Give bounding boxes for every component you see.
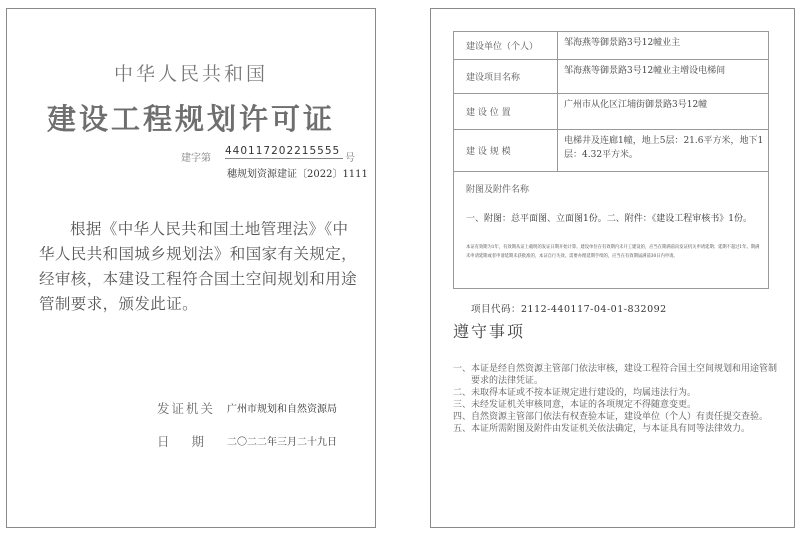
project-info-table [453,31,769,289]
attachments-note: 本证有效期为1年，有效期从证上载明的发证日期开始计算。建设单位在有效期内未开工建设的，应当在期满前向发证机关申请延期；延期不超过1年。期满未申请延期或者申请延期未获批准的，本证自行失效。需要办理延期手续的，应当在有效期届满前30日内申请。 [466,245,760,259]
table-row [454,60,768,94]
project-code: 项目代码：2112-440117-04-01-832092 [471,304,667,315]
row-value: 邹海燕等御景路3号12幢业主 [564,38,681,48]
issuer-value: 广州市规划和自然资源局 [227,404,337,415]
list-item: 四、自然资源主管部门依法有权查验本证，建设单位（个人）有责任提交查验。 [453,412,769,422]
table-row [454,32,768,60]
attachments-label: 附图及附件名称 [466,185,530,195]
certificate-title: 建设工程规划许可证 [46,102,335,136]
date-value: 二〇二二年三月二十九日 [227,437,337,448]
list-item: 二、未取得本证或不按本证规定进行建设的，均属违法行为。 [453,388,697,398]
attachments-content: 一、附图：总平面图、立面图1份。二、附件：《建设工程审核书》1份。 [466,214,752,224]
row-label: 建 设 规 模 [454,130,558,171]
row-label: 建 设 位 置 [454,94,558,129]
certificate-front-page [6,8,376,528]
cert-number-suffix: 号 [345,153,355,164]
certificate-body-text: 根据《中华人民共和国土地管理法》《中华人民共和国城乡规划法》和国家有关规定，经审核，本建设工程符合国土空间规划和用途管制要求，颁发此证。 [39,220,358,313]
notice-heading: 遵守事项 [453,322,526,341]
row-label: 建设单位（个人） [454,32,558,59]
row-value: 邹海燕等御景路3号12幢业主增设电梯间 [564,66,726,76]
date-label: 日期 [157,434,227,449]
cert-number-prefix: 建字第 [181,153,211,164]
list-item: 一、本证是经自然资源主管部门依法审核，建设工程符合国土空间规划和用途管制要求的法律凭证。 [453,364,778,386]
country-name: 中华人民共和国 [113,63,268,85]
list-item: 三、未经发证机关审核同意，本证的各项规定不得随意变更。 [453,400,697,410]
table-row [454,94,768,130]
row-label: 建设项目名称 [454,60,558,93]
row-value: 电梯井及连廊1幢，地上5层：21.6平方米，地下1层：4.32平方米。 [564,136,764,160]
issuer-label: 发证机关 [157,401,216,416]
certificate-back-page [430,8,795,528]
list-item: 五、本证所需附图及附件由发证机关依法确定，与本证具有同等法律效力。 [453,424,751,434]
table-row [454,130,768,172]
notice-list [453,363,783,435]
cert-code: 穗规划资源建证〔2022〕1111 [227,169,368,180]
cert-number: 440117202215555 [225,145,343,159]
row-value: 广州市从化区江埔街御景路3号12幢 [564,100,708,110]
